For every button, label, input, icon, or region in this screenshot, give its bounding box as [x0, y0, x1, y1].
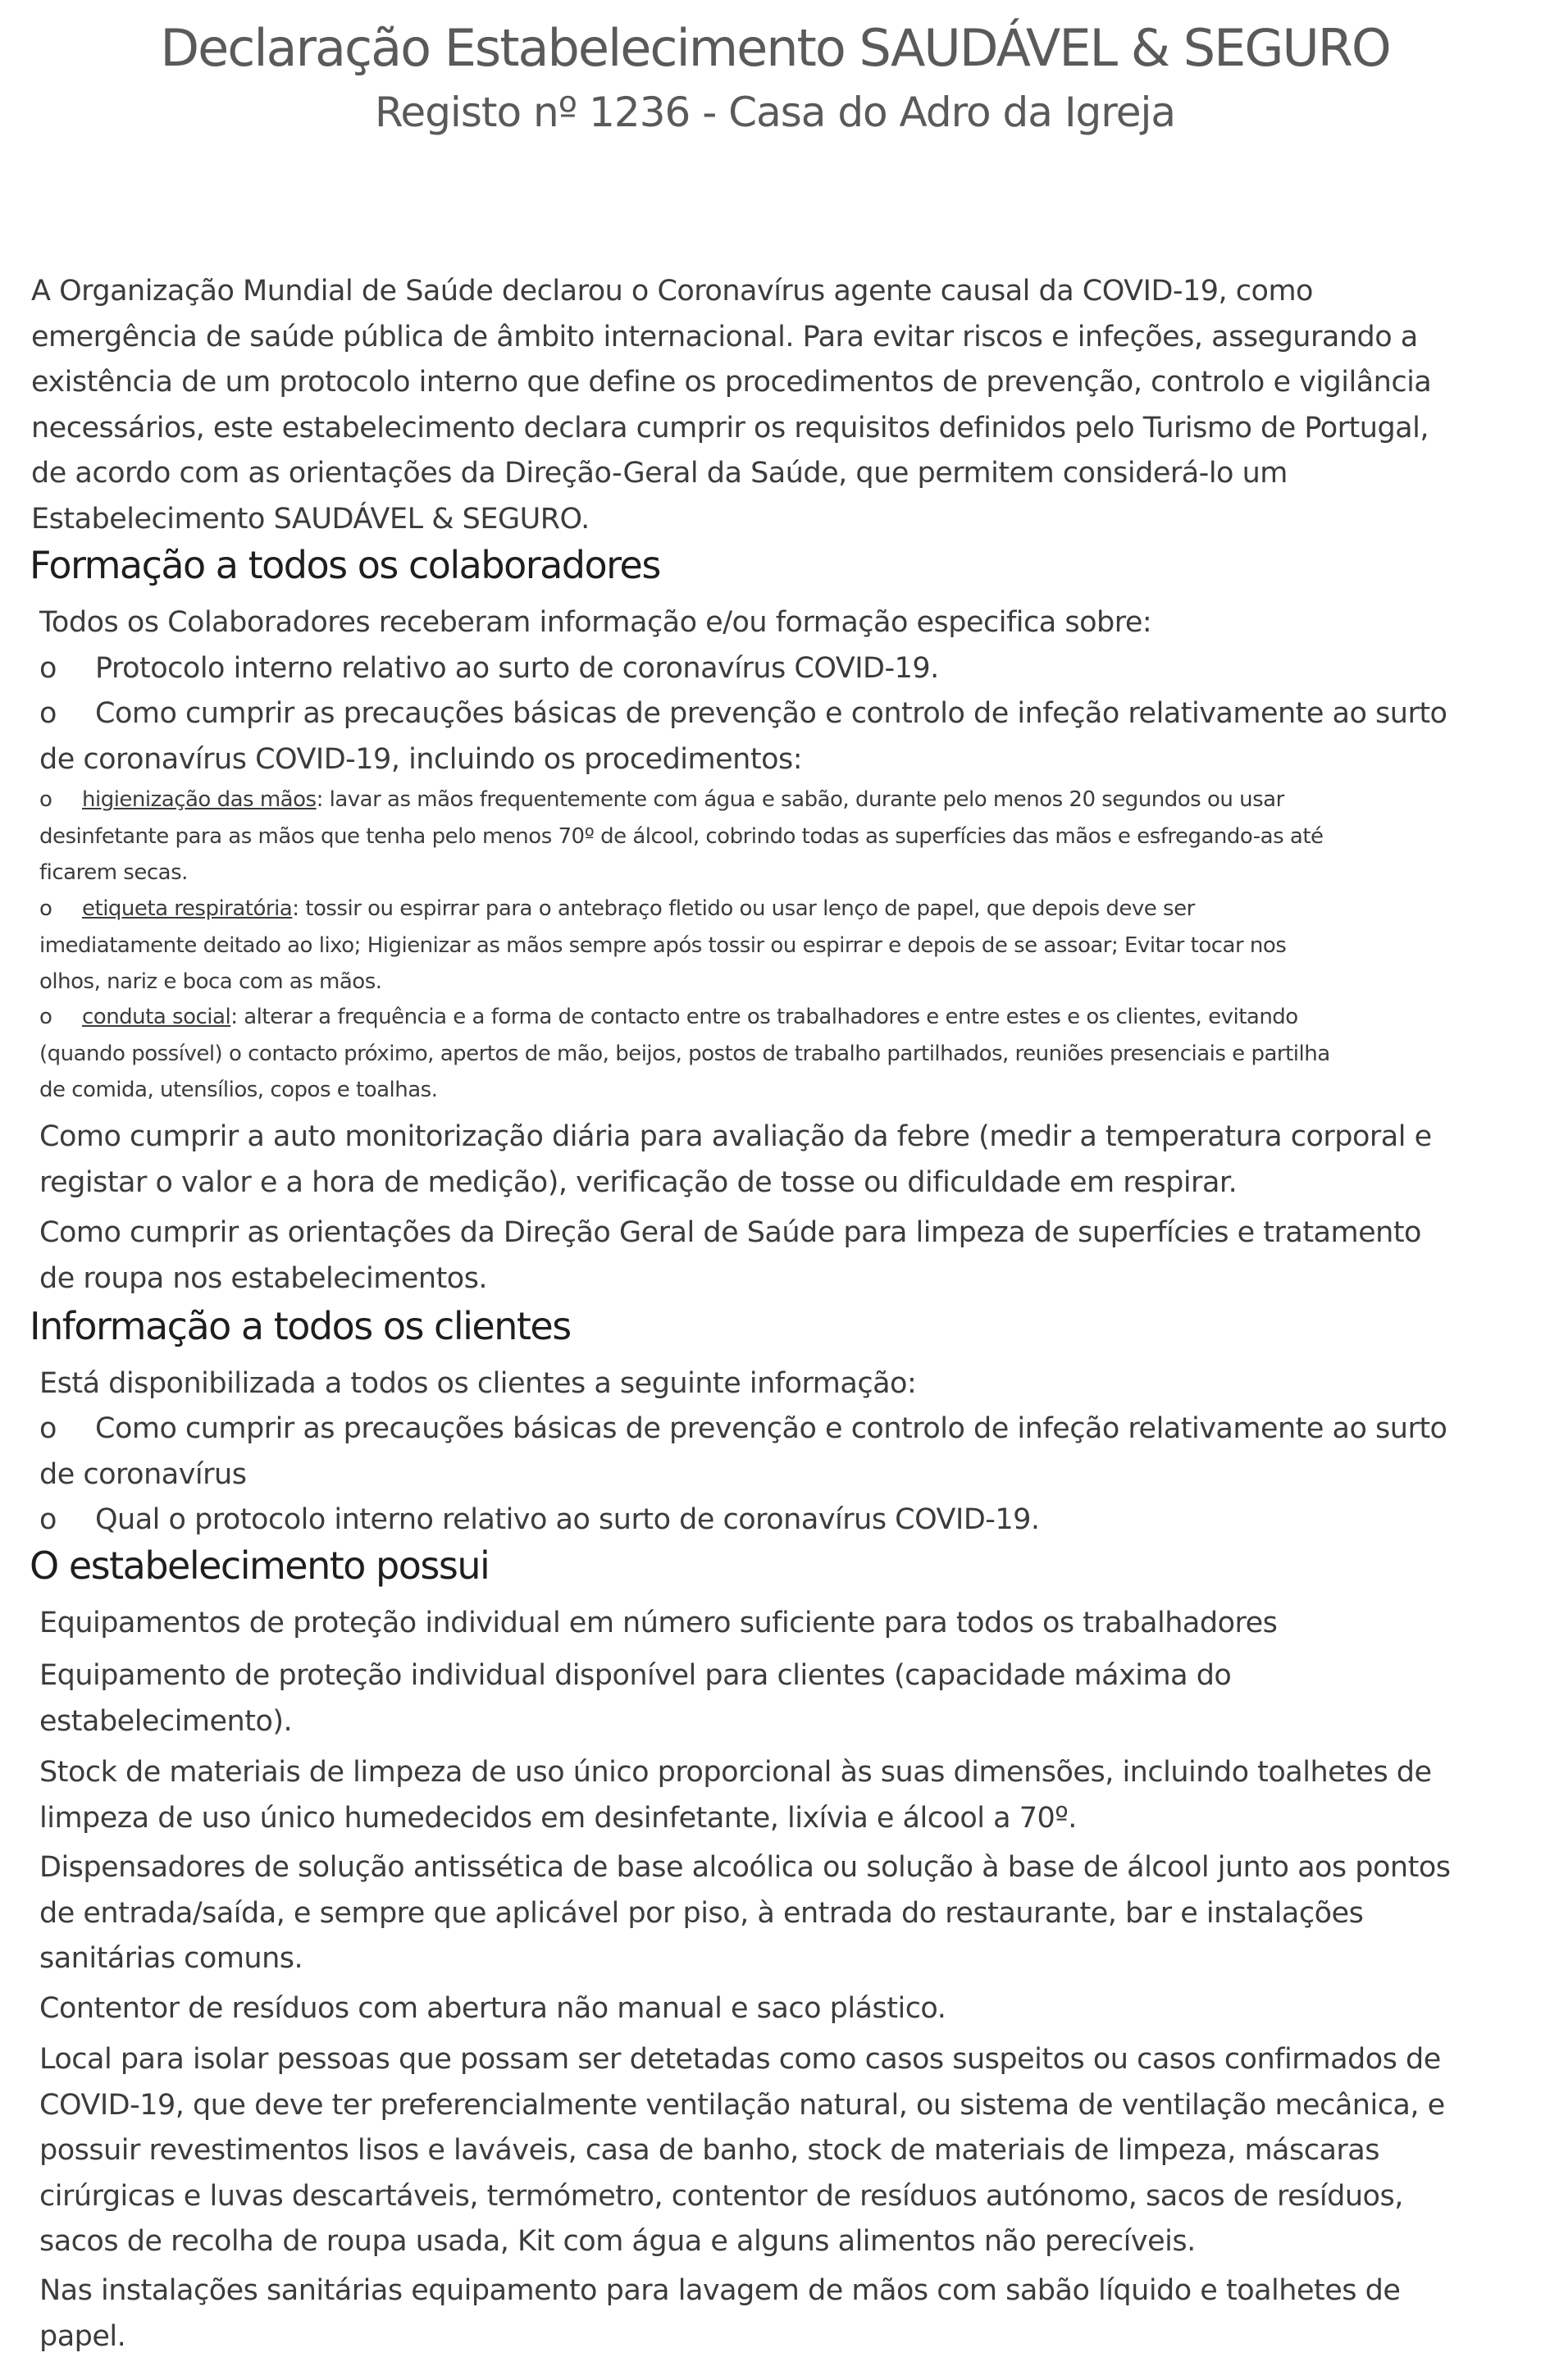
- bullet-marker: o: [39, 697, 57, 730]
- sub-bullet-hand-hygiene: [39, 782, 1507, 891]
- sub-bullet-social-conduct: [39, 999, 1507, 1109]
- sub-bullet-text: imediatamente deitado ao lixo; Higienizar as mãos sempre após tossir ou espirrar e depois de se assoar; Evitar tocar nos: [39, 932, 1287, 958]
- sub-bullet-text: olhos, nariz e boca com as mãos.: [39, 969, 382, 994]
- paragraph-line: de roupa nos estabelecimentos.: [39, 1261, 488, 1295]
- item-line: sanitárias comuns.: [39, 1942, 303, 1976]
- sub-bullet-text: (quando possível) o contacto próximo, apertos de mão, beijos, postos de trabalho partilhados, reuniões presenciais e partilha: [39, 1041, 1330, 1066]
- equipment-item: [39, 2037, 1507, 2265]
- lead-text: Está disponibilizada a todos os clientes a seguinte informação:: [39, 1367, 917, 1400]
- bullet-text: Qual o protocolo interno relativo ao surto de coronavírus COVID-19.: [95, 1503, 1040, 1536]
- staff-bullet-protocol: [39, 646, 1507, 692]
- equipment-item: [39, 1653, 1507, 1744]
- bullet-text: Como cumprir as precauções básicas de prevenção e controlo de infeção relativamente ao surto: [95, 697, 1447, 730]
- item-line: Contentor de resíduos com abertura não manual e saco plástico.: [39, 1992, 946, 2025]
- sub-bullet-respiratory-etiquette: [39, 891, 1507, 1001]
- item-line: Equipamento de proteção individual disponível para clientes (capacidade máxima do: [39, 1659, 1232, 1692]
- client-bullet-protocol: [39, 1498, 1507, 1543]
- item-line: cirúrgicas e luvas descartáveis, termómetro, contentor de resíduos autónomo, sacos de resíduos,: [39, 2179, 1403, 2213]
- term-hand-hygiene: higienização das mãos: [82, 787, 317, 812]
- item-line: COVID-19, que deve ter preferencialmente ventilação natural, ou sistema de ventilação mecânica, e: [39, 2088, 1445, 2122]
- term-respiratory-etiquette: etiqueta respiratória: [82, 896, 293, 921]
- bullet-text: Protocolo interno relativo ao surto de coronavírus COVID-19.: [95, 652, 939, 685]
- intro-line: A Organização Mundial de Saúde declarou o Coronavírus agente causal da COVID-19, como: [31, 275, 1313, 308]
- item-line: Local para isolar pessoas que possam ser detetadas como casos suspeitos ou casos confirmados de: [39, 2043, 1441, 2076]
- paragraph-line: Como cumprir a auto monitorização diária para avaliação da febre (medir a temperatura corporal e: [39, 1120, 1432, 1153]
- sub-bullet-text: de comida, utensílios, copos e toalhas.: [39, 1078, 438, 1102]
- section-heading-staff-training: Formação a todos os colaboradores: [30, 543, 660, 587]
- bullet-text: Como cumprir as precauções básicas de prevenção e controlo de infeção relativamente ao surto: [95, 1412, 1447, 1445]
- client-bullet-precautions: [39, 1407, 1507, 1498]
- section-heading-establishment-equipment: O estabelecimento possui: [30, 1543, 490, 1588]
- item-line: Nas instalações sanitárias equipamento para lavagem de mãos com sabão líquido e toalhetes de: [39, 2274, 1401, 2307]
- client-information-lead: [39, 1361, 1507, 1407]
- item-line: estabelecimento).: [39, 1704, 293, 1738]
- item-line: Stock de materiais de limpeza de uso único proporcional às suas dimensões, incluindo toalhetes de: [39, 1756, 1432, 1789]
- equipment-item: [39, 1986, 1507, 2032]
- item-line: Equipamentos de proteção individual em número suficiente para todos os trabalhadores: [39, 1607, 1278, 1639]
- equipment-item: [39, 1845, 1507, 1982]
- bullet-marker: o: [39, 1503, 57, 1536]
- sub-bullet-text: : lavar as mãos frequentemente com água e sabão, durante pelo menos 20 segundos ou usar: [316, 787, 1284, 812]
- bullet-marker: o: [39, 652, 57, 685]
- staff-bullet-precautions: [39, 691, 1507, 782]
- paragraph-line: Como cumprir as orientações da Direção Geral de Saúde para limpeza de superfícies e tratamento: [39, 1216, 1421, 1249]
- paragraph-line: registar o valor e a hora de medição), verificação de tosse ou dificuldade em respirar.: [39, 1165, 1238, 1199]
- item-line: papel.: [39, 2319, 126, 2353]
- lead-text: Todos os Colaboradores receberam informação e/ou formação especifica sobre:: [39, 606, 1152, 639]
- item-line: possuir revestimentos lisos e laváveis, casa de banho, stock de materiais de limpeza, máscaras: [39, 2134, 1379, 2168]
- term-social-conduct: conduta social: [82, 1005, 231, 1029]
- item-line: limpeza de uso único humedecidos em desinfetante, lixívia e álcool a 70º.: [39, 1801, 1077, 1835]
- intro-line: existência de um protocolo interno que define os procedimentos de prevenção, controlo e vigilância: [31, 366, 1432, 399]
- section-heading-client-information: Informação a todos os clientes: [30, 1304, 571, 1348]
- sub-bullet-text: desinfetante para as mãos que tenha pelo menos 70º de álcool, cobrindo todas as superfícies das mãos e esfregando-as até: [39, 823, 1324, 849]
- sub-bullet-text: : alterar a frequência e a forma de contacto entre os trabalhadores e entre estes e os clientes, evitando: [230, 1005, 1298, 1029]
- document-title: Declaração Estabelecimento SAUDÁVEL & SEGURO: [160, 18, 1390, 78]
- equipment-item: [39, 1601, 1507, 1647]
- equipment-item: [39, 1750, 1507, 1841]
- intro-paragraph: [31, 269, 1462, 543]
- sub-bullet-text: ficarem secas.: [39, 860, 188, 885]
- item-line: sacos de recolha de roupa usada, Kit com água e alguns alimentos não perecíveis.: [39, 2225, 1196, 2259]
- bullet-marker: o: [39, 787, 52, 812]
- sub-bullet-text: : tossir ou espirrar para o antebraço fletido ou usar lenço de papel, que depois deve ser: [292, 896, 1195, 921]
- intro-line: de acordo com as orientações da Direção-Geral da Saúde, que permitem considerá-lo um: [31, 457, 1288, 490]
- item-line: de entrada/saída, e sempre que aplicável por piso, à entrada do restaurante, bar e instalações: [39, 1896, 1364, 1930]
- bullet-text: de coronavírus COVID-19, incluindo os procedimentos:: [39, 742, 803, 776]
- bullet-marker: o: [39, 896, 52, 921]
- document-subtitle: Registo nº 1236 - Casa do Adro da Igreja: [374, 89, 1176, 136]
- intro-line: emergência de saúde pública de âmbito internacional. Para evitar riscos e infeções, assegurando a: [31, 320, 1418, 353]
- staff-paragraph-self-monitoring: [39, 1115, 1507, 1206]
- staff-training-lead: [39, 600, 1507, 646]
- intro-line: necessários, este estabelecimento declara cumprir os requisitos definidos pelo Turismo de Portugal,: [31, 411, 1429, 445]
- equipment-item: [39, 2268, 1507, 2359]
- bullet-text: de coronavírus: [39, 1457, 247, 1491]
- item-line: Dispensadores de solução antissética de base alcoólica ou solução à base de álcool junto aos pontos: [39, 1851, 1451, 1884]
- bullet-marker: o: [39, 1005, 52, 1029]
- bullet-marker: o: [39, 1412, 57, 1445]
- intro-line: Estabelecimento SAUDÁVEL & SEGURO.: [31, 502, 590, 536]
- staff-paragraph-cleaning: [39, 1211, 1507, 1302]
